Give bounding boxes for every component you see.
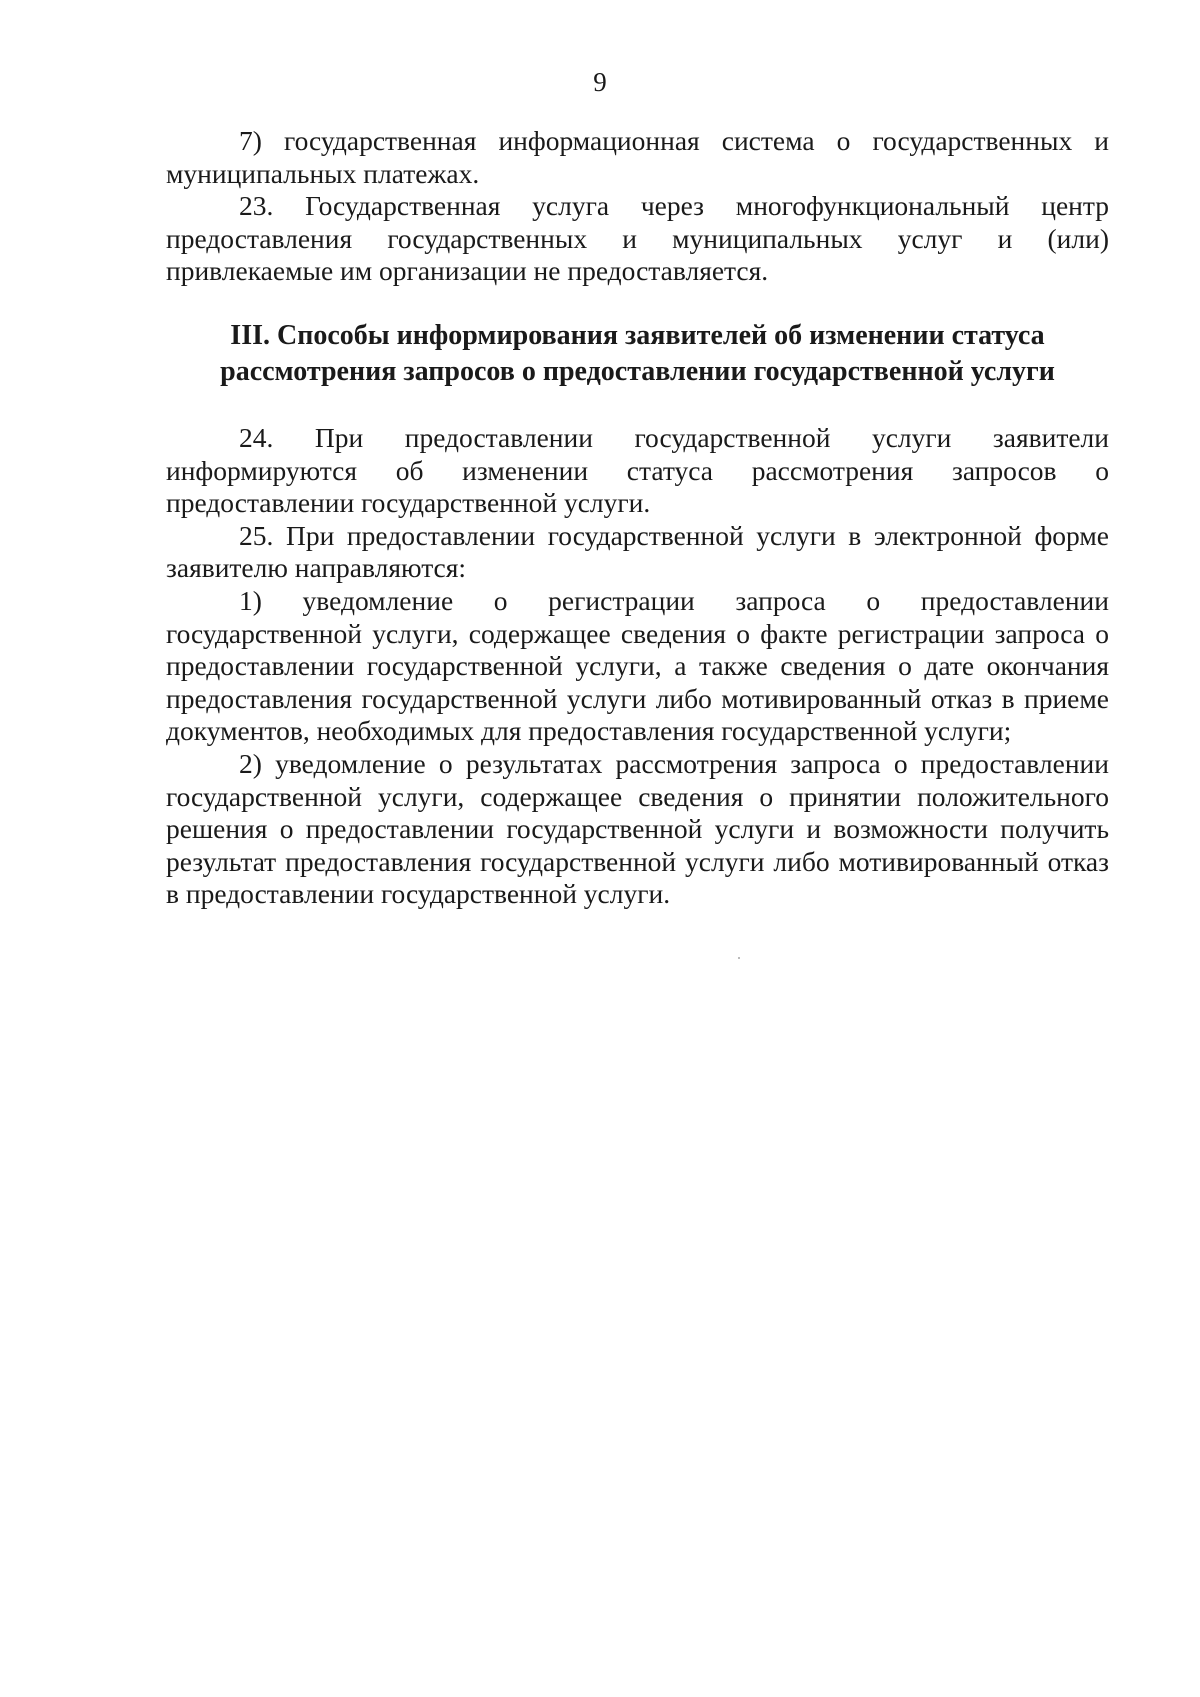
paragraph-23: 23. Государственная услуга через многофункциональный центр предоставления государственных и муниципальных услуг и (или) привлекаемые им организации не предоставляется.	[166, 190, 1109, 287]
paragraph-25: 25. При предоставлении государственной услуги в электронной форме заявителю направляются:	[166, 519, 1109, 584]
section-heading-line-1: III. Способы информирования заявителей об изменении статуса	[230, 319, 1045, 351]
paragraph-25-item-2: 2) уведомление о результатах рассмотрения запроса о предоставлении государственной услуги, содержащее сведения о принятии положительного решения о предоставлении государственной услуги и возможности получить результат предоставления государственной услуги либо мотивированный отказ в предоставлении государственной услуги.	[166, 747, 1109, 910]
section-heading-line-2: рассмотрения запросов о предоставлении государственной услуги	[220, 355, 1055, 387]
scan-artifact	[738, 957, 740, 959]
paragraph-item-7: 7) государственная информационная система о государственных и муниципальных платежах.	[166, 125, 1109, 189]
page-number: 9	[593, 67, 607, 97]
section-heading	[166, 318, 1109, 390]
paragraph-24: 24. При предоставлении государственной услуги заявители информируются об изменении статуса рассмотрения запросов о предоставлении государственной услуги.	[166, 421, 1109, 519]
document-body	[166, 125, 1109, 911]
paragraph-25-item-1: 1) уведомление о регистрации запроса о предоставлении государственной услуги, содержащее сведения о факте регистрации запроса о предоставлении государственной услуги, а также сведения о дате окончания предоставления государственной услуги либо мотивированный отказ в приеме документов, необходимых для предоставления государственной услуги;	[166, 584, 1109, 747]
